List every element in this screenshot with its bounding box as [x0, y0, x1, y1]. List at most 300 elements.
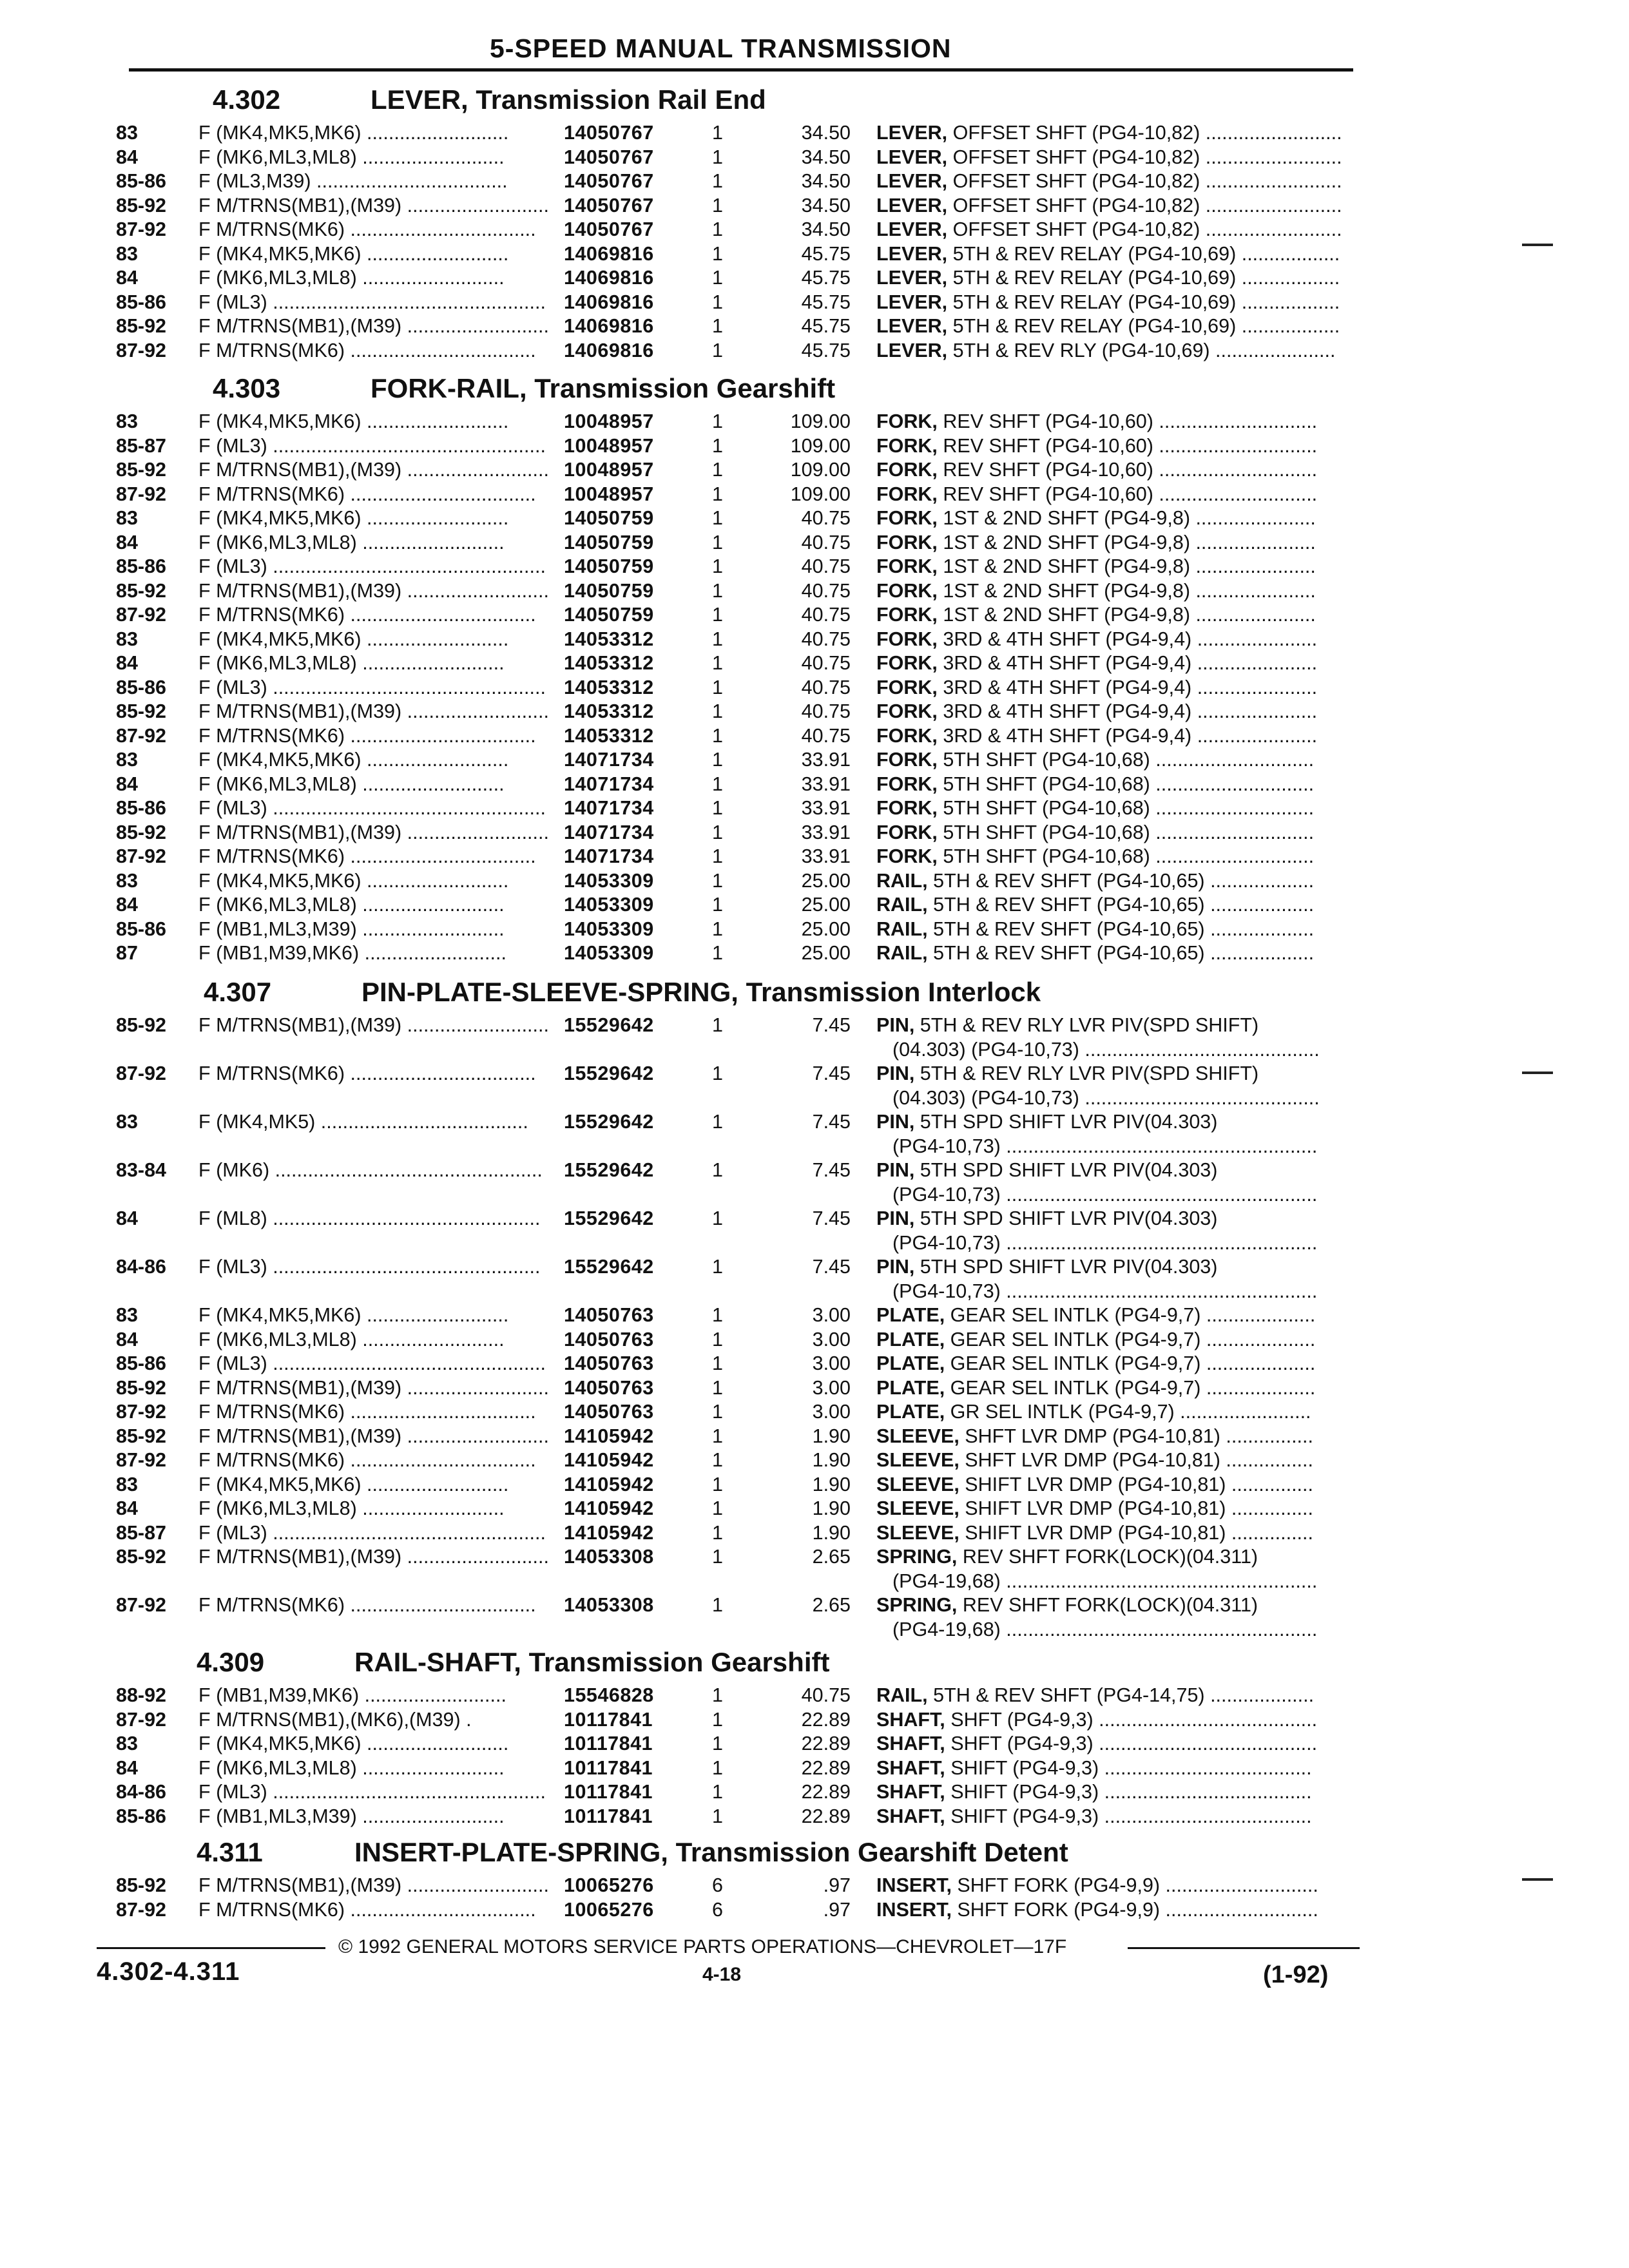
- description-keyword: SLEEVE,: [876, 1425, 959, 1447]
- part-number: 10117841: [564, 1805, 653, 1827]
- price: 45.75: [801, 242, 851, 265]
- application: F M/TRNS(MB1),(M39) ..........................: [198, 1546, 549, 1568]
- description-keyword: RAIL,: [876, 869, 928, 892]
- application: F (ML3) ..................................................: [198, 676, 546, 698]
- part-number: 14050767: [564, 170, 654, 192]
- quantity: 1: [712, 1111, 723, 1133]
- description: [876, 1352, 1360, 1376]
- quantity: 1: [712, 170, 723, 192]
- part-number: 10117841: [564, 1733, 653, 1754]
- model-years: 84-86: [116, 1781, 167, 1803]
- part-number: 15529642: [564, 1159, 654, 1181]
- model-years: 84: [116, 773, 138, 795]
- section-name: INSERT-PLATE-SPRING, Transmission Gearshift Detent: [354, 1837, 1068, 1867]
- description: [876, 339, 1360, 363]
- price: 109.00: [790, 483, 851, 505]
- section-name: LEVER, Transmission Rail End: [371, 84, 766, 115]
- description: [876, 218, 1360, 242]
- description-keyword: PLATE,: [876, 1401, 945, 1423]
- application: F (MK6) .................................................: [198, 1159, 543, 1181]
- model-years: 85-92: [116, 315, 167, 337]
- model-years: 85-87: [116, 1521, 167, 1544]
- price: 22.89: [801, 1781, 851, 1803]
- description-text: SHIFT LVR DMP (PG4-10,81) ...............: [959, 1497, 1313, 1519]
- application: F (ML3) ..................................................: [198, 1521, 546, 1544]
- model-years: 85-86: [116, 555, 167, 577]
- application: F (MK6,ML3,ML8) ..........................: [198, 773, 505, 795]
- model-years: 84: [116, 267, 138, 289]
- description-keyword: LEVER,: [876, 291, 948, 313]
- description-text: REV SHFT (PG4-10,60) .............................: [937, 434, 1318, 457]
- footer-revision-date: (1-92): [1263, 1961, 1329, 1988]
- application: F M/TRNS(MK6) ..................................: [198, 483, 536, 505]
- description-keyword: LEVER,: [876, 267, 948, 289]
- quantity: 1: [712, 194, 723, 216]
- application: F (MB1,ML3,M39) ..........................: [198, 918, 505, 940]
- section-name: RAIL-SHAFT, Transmission Gearshift: [354, 1647, 830, 1677]
- application: F (MK4,MK5,MK6) ..........................: [198, 122, 509, 144]
- model-years: 85-92: [116, 1014, 167, 1036]
- description: [876, 1062, 1360, 1086]
- description-keyword: FORK,: [876, 700, 938, 722]
- part-number: 15529642: [564, 1111, 654, 1133]
- model-years: 88-92: [116, 1684, 167, 1706]
- description: [876, 194, 1360, 218]
- section-name: FORK-RAIL, Transmission Gearshift: [371, 373, 836, 403]
- description: [876, 169, 1360, 194]
- description-keyword: FORK,: [876, 507, 938, 529]
- description: [876, 773, 1360, 797]
- description-text: 5TH SHFT (PG4-10,68) .............................: [937, 797, 1315, 819]
- description-text: 5TH & REV SHFT (PG4-14,75) ...................: [927, 1684, 1315, 1706]
- margin-mark: [1522, 1072, 1553, 1074]
- description-text: 5TH & REV RELAY (PG4-10,69) ..................: [947, 291, 1340, 313]
- section-number: 4.302: [213, 84, 281, 115]
- page-title: 5-SPEED MANUAL TRANSMISSION: [490, 34, 952, 63]
- model-years: 83: [116, 122, 138, 144]
- footer-rule-right: [1128, 1947, 1360, 1949]
- model-years: 83: [116, 1304, 138, 1326]
- description: [876, 651, 1360, 676]
- application: F (MK6,ML3,ML8) ..........................: [198, 894, 505, 916]
- description-text: 1ST & 2ND SHFT (PG4-9,8) ......................: [937, 507, 1316, 529]
- description-text: 5TH SHFT (PG4-10,68) .............................: [937, 749, 1315, 771]
- application: F M/TRNS(MB1),(M39) ..........................: [198, 579, 549, 602]
- description: [876, 1898, 1360, 1923]
- part-number: 15529642: [564, 1014, 654, 1036]
- model-years: 85-92: [116, 1874, 167, 1896]
- part-number: 14050759: [564, 579, 654, 602]
- quantity: 1: [712, 1159, 723, 1181]
- quantity: 1: [712, 1708, 723, 1731]
- application: F (ML3) ..................................................: [198, 1352, 546, 1374]
- quantity: 1: [712, 1401, 723, 1423]
- part-number: 14053312: [564, 652, 654, 674]
- quantity: 1: [712, 749, 723, 771]
- description-keyword: SHAFT,: [876, 1805, 945, 1827]
- description-continuation: (PG4-10,73) .........................................................: [892, 1231, 1318, 1254]
- description-text: 3RD & 4TH SHFT (PG4-9,4) ......................: [937, 676, 1318, 698]
- price: 22.89: [801, 1708, 851, 1731]
- quantity: 1: [712, 146, 723, 168]
- quantity: 1: [712, 797, 723, 819]
- description-keyword: PIN,: [876, 1014, 915, 1036]
- model-years: 85-92: [116, 821, 167, 843]
- description-continuation: (04.303) (PG4-10,73) ...........................................: [892, 1038, 1320, 1061]
- part-number: 14050763: [564, 1304, 654, 1326]
- model-years: 85-92: [116, 1546, 167, 1568]
- model-years: 87-92: [116, 1594, 167, 1616]
- price: 45.75: [801, 315, 851, 337]
- description-text: 1ST & 2ND SHFT (PG4-9,8) ......................: [937, 555, 1316, 577]
- description-keyword: SHAFT,: [876, 1708, 945, 1731]
- margin-mark: [1522, 1878, 1553, 1881]
- model-years: 85-86: [116, 676, 167, 698]
- price: 33.91: [801, 845, 851, 867]
- quantity: 6: [712, 1874, 723, 1896]
- footer-section-range: 4.302-4.311: [97, 1957, 240, 1986]
- model-years: 85-86: [116, 291, 167, 313]
- application: F (MK6,ML3,ML8) ..........................: [198, 1497, 505, 1519]
- quantity: 1: [712, 1781, 723, 1803]
- quantity: 1: [712, 1014, 723, 1036]
- part-number: 14069816: [564, 339, 654, 361]
- description: [876, 1303, 1360, 1328]
- description: [876, 458, 1360, 483]
- price: 7.45: [812, 1062, 851, 1084]
- part-number: 14071734: [564, 821, 654, 843]
- quantity: 1: [712, 122, 723, 144]
- description: [876, 121, 1360, 146]
- application: F (MK4,MK5,MK6) ..........................: [198, 1473, 509, 1495]
- model-years: 87-92: [116, 1401, 167, 1423]
- application: F M/TRNS(MK6) ..................................: [198, 604, 536, 626]
- price: 45.75: [801, 339, 851, 361]
- model-years: 84-86: [116, 1256, 167, 1278]
- model-years: 85-92: [116, 1376, 167, 1399]
- description-keyword: RAIL,: [876, 894, 928, 916]
- part-number: 15529642: [564, 1062, 654, 1084]
- part-number: 10048957: [564, 410, 654, 432]
- price: .97: [823, 1874, 851, 1896]
- price: 45.75: [801, 267, 851, 289]
- model-years: 87-92: [116, 483, 167, 505]
- description-keyword: SPRING,: [876, 1594, 958, 1616]
- part-number: 14050767: [564, 146, 654, 168]
- description: [876, 434, 1360, 459]
- description: [876, 483, 1360, 507]
- description: [876, 1400, 1360, 1425]
- application: F M/TRNS(MK6) ..................................: [198, 1401, 536, 1423]
- price: 109.00: [790, 410, 851, 432]
- model-years: 85-86: [116, 797, 167, 819]
- part-number: 14050763: [564, 1401, 654, 1423]
- description: [876, 845, 1360, 869]
- description: [876, 1158, 1360, 1183]
- description-keyword: PLATE,: [876, 1352, 945, 1374]
- application: F M/TRNS(MB1),(M39) ..........................: [198, 1425, 549, 1447]
- description: [876, 893, 1360, 918]
- model-years: 84: [116, 531, 138, 553]
- description-text: OFFSET SHFT (PG4-10,82) .........................: [947, 218, 1342, 240]
- description-text: GEAR SEL INTLK (PG4-9,7) ....................: [945, 1328, 1316, 1350]
- price: 40.75: [801, 507, 851, 529]
- part-number: 14053312: [564, 700, 654, 722]
- application: F (MK4,MK5,MK6) ..........................: [198, 1304, 509, 1326]
- quantity: 1: [712, 315, 723, 337]
- part-number: 14053312: [564, 676, 654, 698]
- quantity: 1: [712, 434, 723, 457]
- quantity: 1: [712, 483, 723, 505]
- model-years: 87-92: [116, 1449, 167, 1471]
- description-text: OFFSET SHFT (PG4-10,82) .........................: [947, 146, 1342, 168]
- description-text: GEAR SEL INTLK (PG4-9,7) ....................: [945, 1376, 1316, 1399]
- price: 3.00: [812, 1352, 851, 1374]
- description-keyword: SLEEVE,: [876, 1521, 959, 1544]
- application: F M/TRNS(MB1),(M39) ..........................: [198, 1014, 549, 1036]
- application: F (MK4,MK5,MK6) ..........................: [198, 410, 509, 432]
- description-text: 5TH SPD SHIFT LVR PIV(04.303): [914, 1159, 1218, 1181]
- description: [876, 869, 1360, 894]
- quantity: 1: [712, 724, 723, 747]
- description: [876, 314, 1360, 339]
- application: F (MK4,MK5) ......................................: [198, 1111, 528, 1133]
- application: F M/TRNS(MB1),(M39) ..........................: [198, 1376, 549, 1399]
- model-years: 84: [116, 146, 138, 168]
- price: 34.50: [801, 146, 851, 168]
- quantity: 1: [712, 652, 723, 674]
- description-keyword: PLATE,: [876, 1328, 945, 1350]
- description: [876, 146, 1360, 170]
- model-years: 87-92: [116, 604, 167, 626]
- part-number: 14053309: [564, 894, 654, 916]
- description: [876, 531, 1360, 555]
- model-years: 85-86: [116, 1805, 167, 1827]
- price: 40.75: [801, 604, 851, 626]
- description-keyword: PIN,: [876, 1256, 915, 1278]
- description-keyword: FORK,: [876, 845, 938, 867]
- price: 34.50: [801, 194, 851, 216]
- description-text: 5TH & REV RLY (PG4-10,69) ......................: [947, 339, 1336, 361]
- price: 1.90: [812, 1425, 851, 1447]
- quantity: 1: [712, 1328, 723, 1350]
- price: 7.45: [812, 1159, 851, 1181]
- price: 109.00: [790, 434, 851, 457]
- description: [876, 1255, 1360, 1280]
- description: [876, 821, 1360, 845]
- description-keyword: FORK,: [876, 555, 938, 577]
- part-number: 14050759: [564, 507, 654, 529]
- description-keyword: FORK,: [876, 652, 938, 674]
- application: F (MK6,ML3,ML8) ..........................: [198, 652, 505, 674]
- description-text: 5TH SPD SHIFT LVR PIV(04.303): [914, 1111, 1218, 1133]
- description: [876, 1473, 1360, 1497]
- description-continuation: (PG4-19,68) .........................................................: [892, 1618, 1318, 1640]
- quantity: 1: [712, 267, 723, 289]
- part-number: 14105942: [564, 1521, 654, 1544]
- price: 45.75: [801, 291, 851, 313]
- application: F M/TRNS(MB1),(M39) ..........................: [198, 821, 549, 843]
- part-number: 14053308: [564, 1546, 654, 1568]
- description-text: SHIFT (PG4-9,3) ......................................: [945, 1805, 1312, 1827]
- price: 40.75: [801, 531, 851, 553]
- description-text: 5TH & REV RELAY (PG4-10,69) ..................: [947, 267, 1340, 289]
- model-years: 85-86: [116, 918, 167, 940]
- price: 7.45: [812, 1207, 851, 1229]
- price: 40.75: [801, 676, 851, 698]
- part-number: 14069816: [564, 291, 654, 313]
- quantity: 1: [712, 1497, 723, 1519]
- quantity: 1: [712, 1304, 723, 1326]
- quantity: 1: [712, 579, 723, 602]
- description-text: 5TH & REV RLY LVR PIV(SPD SHIFT): [914, 1014, 1259, 1036]
- part-number: 14050767: [564, 218, 654, 240]
- description-text: SHFT LVR DMP (PG4-10,81) ................: [959, 1449, 1313, 1471]
- application: F (ML3) ..................................................: [198, 1781, 546, 1803]
- quantity: 6: [712, 1898, 723, 1921]
- footer-page-number: 4-18: [702, 1964, 742, 1985]
- description-keyword: SPRING,: [876, 1546, 958, 1568]
- price: 34.50: [801, 170, 851, 192]
- model-years: 85-87: [116, 434, 167, 457]
- description: [876, 1448, 1360, 1473]
- model-years: 83: [116, 410, 138, 432]
- quantity: 1: [712, 555, 723, 577]
- model-years: 83: [116, 507, 138, 529]
- description: [876, 676, 1360, 700]
- application: F (ML3) ..................................................: [198, 555, 546, 577]
- description: [876, 1110, 1360, 1135]
- part-number: 14050759: [564, 555, 654, 577]
- quantity: 1: [712, 410, 723, 432]
- description: [876, 1805, 1360, 1829]
- description-keyword: PIN,: [876, 1159, 915, 1181]
- model-years: 87-92: [116, 1062, 167, 1084]
- model-years: 87-92: [116, 1708, 167, 1731]
- price: 25.00: [801, 942, 851, 964]
- description-text: 3RD & 4TH SHFT (PG4-9,4) ......................: [937, 700, 1318, 722]
- description: [876, 1732, 1360, 1756]
- description-text: 5TH SPD SHIFT LVR PIV(04.303): [914, 1207, 1218, 1229]
- application: F M/TRNS(MB1),(MK6),(M39) .: [198, 1708, 472, 1731]
- description-text: 1ST & 2ND SHFT (PG4-9,8) ......................: [937, 604, 1316, 626]
- description-keyword: RAIL,: [876, 1684, 928, 1706]
- description-keyword: INSERT,: [876, 1874, 952, 1896]
- description: [876, 1756, 1360, 1781]
- description-text: SHIFT LVR DMP (PG4-10,81) ...............: [959, 1473, 1313, 1495]
- model-years: 85-92: [116, 700, 167, 722]
- application: F M/TRNS(MB1),(M39) ..........................: [198, 315, 549, 337]
- part-number: 14105942: [564, 1473, 654, 1495]
- description-keyword: PLATE,: [876, 1304, 945, 1326]
- model-years: 85-92: [116, 579, 167, 602]
- description-keyword: PIN,: [876, 1111, 915, 1133]
- description-keyword: SLEEVE,: [876, 1449, 959, 1471]
- quantity: 1: [712, 1521, 723, 1544]
- description-continuation: (PG4-10,73) .........................................................: [892, 1183, 1318, 1206]
- description-keyword: SLEEVE,: [876, 1473, 959, 1495]
- description: [876, 1207, 1360, 1231]
- application: F (MK4,MK5,MK6) ..........................: [198, 507, 509, 529]
- description-text: SHFT (PG4-9,3) ........................................: [945, 1733, 1318, 1754]
- quantity: 1: [712, 773, 723, 795]
- description-text: 3RD & 4TH SHFT (PG4-9,4) ......................: [937, 652, 1318, 674]
- description: [876, 1874, 1360, 1898]
- application: F M/TRNS(MK6) ..................................: [198, 845, 536, 867]
- price: 109.00: [790, 459, 851, 481]
- model-years: 85-92: [116, 1425, 167, 1447]
- part-number: 14071734: [564, 773, 654, 795]
- price: 22.89: [801, 1805, 851, 1827]
- description-text: 5TH & REV RLY LVR PIV(SPD SHIFT): [914, 1062, 1259, 1084]
- part-number: 14105942: [564, 1449, 654, 1471]
- description: [876, 628, 1360, 652]
- quantity: 1: [712, 459, 723, 481]
- description-text: GEAR SEL INTLK (PG4-9,7) ....................: [945, 1352, 1316, 1374]
- quantity: 1: [712, 1733, 723, 1754]
- description: [876, 1328, 1360, 1352]
- description: [876, 579, 1360, 604]
- application: F (MK4,MK5,MK6) ..........................: [198, 1733, 509, 1754]
- description-keyword: PLATE,: [876, 1376, 945, 1399]
- part-number: 10048957: [564, 483, 654, 505]
- description-text: GR SEL INTLK (PG4-9,7) ........................: [945, 1401, 1311, 1423]
- description: [876, 1593, 1360, 1618]
- application: F (ML8) .................................................: [198, 1207, 541, 1229]
- description-text: REV SHFT (PG4-10,60) .............................: [937, 483, 1318, 505]
- quantity: 1: [712, 1256, 723, 1278]
- description-keyword: FORK,: [876, 749, 938, 771]
- part-number: 14050767: [564, 194, 654, 216]
- description-continuation: (PG4-19,68) .........................................................: [892, 1570, 1318, 1592]
- part-number: 10065276: [564, 1874, 654, 1896]
- description-text: 5TH & REV RELAY (PG4-10,69) ..................: [947, 315, 1340, 337]
- description-text: SHFT FORK (PG4-9,9) ............................: [951, 1898, 1318, 1921]
- description-keyword: FORK,: [876, 628, 938, 650]
- description-keyword: SHAFT,: [876, 1756, 945, 1779]
- price: 7.45: [812, 1014, 851, 1036]
- part-number: 10117841: [564, 1756, 653, 1779]
- quantity: 1: [712, 1376, 723, 1399]
- section-number: 4.311: [197, 1837, 263, 1867]
- part-number: 15529642: [564, 1207, 654, 1229]
- application: F (ML3) .................................................: [198, 1256, 541, 1278]
- description-text: 5TH & REV SHFT (PG4-10,65) ...................: [927, 918, 1315, 940]
- section-number: 4.307: [204, 977, 272, 1007]
- description-keyword: RAIL,: [876, 942, 928, 964]
- quantity: 1: [712, 1207, 723, 1229]
- price: 3.00: [812, 1376, 851, 1399]
- description-keyword: FORK,: [876, 821, 938, 843]
- quantity: 1: [712, 676, 723, 698]
- model-years: 84: [116, 1756, 138, 1779]
- price: 40.75: [801, 652, 851, 674]
- description-text: SHFT LVR DMP (PG4-10,81) ................: [959, 1425, 1313, 1447]
- model-years: 84: [116, 1497, 138, 1519]
- quantity: 1: [712, 869, 723, 892]
- part-number: 14050767: [564, 122, 654, 144]
- description-text: SHIFT (PG4-9,3) ......................................: [945, 1756, 1312, 1779]
- description: [876, 242, 1360, 267]
- price: 3.00: [812, 1304, 851, 1326]
- part-number: 14105942: [564, 1425, 654, 1447]
- quantity: 1: [712, 1449, 723, 1471]
- price: 22.89: [801, 1733, 851, 1754]
- quantity: 1: [712, 1594, 723, 1616]
- model-years: 84: [116, 1207, 138, 1229]
- application: F M/TRNS(MK6) ..................................: [198, 1898, 536, 1921]
- price: 40.75: [801, 700, 851, 722]
